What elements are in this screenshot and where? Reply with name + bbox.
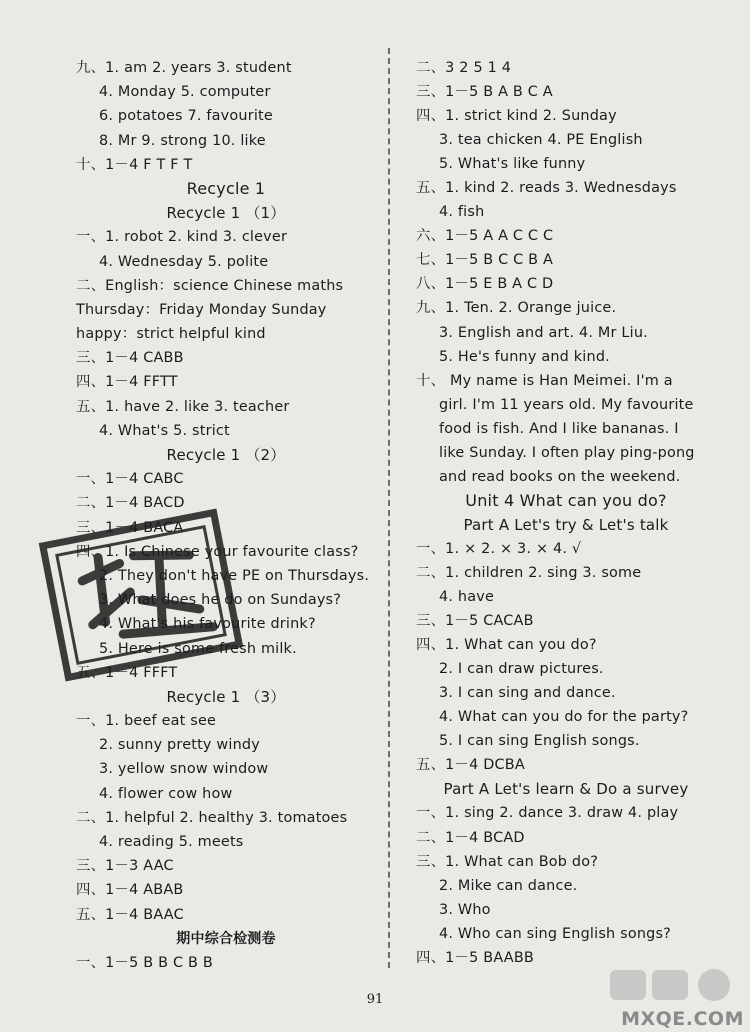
left-answer-line: 4. Wednesday 5. polite — [99, 253, 269, 270]
right-answer-line: 三、1－5 B A B C A — [416, 84, 553, 101]
right-answer-line: 十、 My name is Han Meimei. I'm a — [416, 372, 673, 389]
right-answer-line: and read books on the weekend. — [439, 468, 681, 485]
left-answer-line: Recycle 1 — [186, 178, 266, 198]
left-answer-line: 8. Mr 9. strong 10. like — [99, 132, 266, 149]
right-answer-line: 六、1－5 A A C C C — [416, 228, 554, 245]
right-answer-line: 二、1－4 BCAD — [416, 829, 525, 846]
right-answer-line: 四、1－5 BAABB — [416, 949, 534, 966]
left-answer-line: 3. What does he do on Sundays? — [99, 592, 342, 609]
right-answer-line: 3. English and art. 4. Mr Liu. — [439, 324, 648, 341]
right-answer-line: 二、3 2 5 1 4 — [416, 60, 512, 76]
left-answer-line: 4. flower cow how — [99, 785, 233, 802]
left-answer-line: 四、1－4 FFTT — [76, 374, 178, 391]
left-answer-line: 二、1－4 BACD — [76, 495, 185, 512]
right-answer-line: Part A Let's learn & Do a survey — [443, 780, 689, 799]
right-answer-line: 二、1. children 2. sing 3. some — [416, 564, 642, 581]
right-answer-line: 三、1. What can Bob do? — [416, 853, 599, 870]
left-answer-line: 一、1－4 CABC — [76, 471, 184, 488]
left-answer-line: 二、1. helpful 2. healthy 3. tomatoes — [76, 809, 348, 826]
left-answer-line: 十、1－4 F T F T — [76, 156, 193, 173]
column-divider — [388, 48, 390, 968]
left-answer-line: 期中综合检测卷 — [176, 930, 276, 947]
left-answer-line: 三、1－4 CABB — [76, 350, 184, 367]
right-answer-line: 五、1－4 DCBA — [416, 757, 525, 774]
left-answer-line: 五、1－4 FFFT — [76, 664, 178, 681]
right-answer-line: 四、1. What can you do? — [416, 637, 597, 654]
right-answer-line: 3. I can sing and dance. — [439, 685, 616, 702]
left-answer-line: 四、1. Is Chinese your favourite class? — [76, 543, 359, 560]
right-answer-line: food is fish. And I like bananas. I — [439, 420, 679, 437]
left-answer-line: 一、1. beef eat see — [76, 713, 217, 730]
left-answer-line: 2. They don't have PE on Thursdays. — [99, 567, 370, 584]
right-answer-line: 一、1. sing 2. dance 3. draw 4. play — [416, 805, 679, 822]
left-answer-line: 4. Monday 5. computer — [99, 84, 271, 101]
right-answer-line: 三、1－5 CACAB — [416, 613, 534, 630]
left-answer-line: 一、1－5 B B C B B — [76, 954, 213, 971]
left-answer-line: 2. sunny pretty windy — [99, 737, 260, 754]
right-answer-line: 四、1. strict kind 2. Sunday — [416, 108, 617, 125]
right-answer-line: 五、1. kind 2. reads 3. Wednesdays — [416, 180, 677, 197]
left-answer-line: 3. yellow snow window — [99, 761, 269, 778]
right-answer-line: 3. Who — [439, 901, 491, 918]
right-answer-column — [416, 56, 716, 970]
right-answer-line: 4. Who can sing English songs? — [439, 925, 672, 942]
left-answer-line: 4. What's 5. strict — [99, 422, 230, 439]
right-answer-line: 3. tea chicken 4. PE English — [439, 132, 643, 149]
left-answer-line: 5. Here is some fresh milk. — [99, 640, 297, 657]
left-answer-column — [76, 56, 376, 975]
left-answer-line: 三、1－4 BACA — [76, 519, 184, 536]
left-answer-line: Thursday：Friday Monday Sunday — [76, 301, 327, 318]
right-answer-line: girl. I'm 11 years old. My favourite — [439, 396, 694, 413]
right-answer-line: 4. fish — [439, 204, 485, 221]
left-answer-line: Recycle 1 （1） — [166, 204, 286, 223]
right-answer-line: 5. He's funny and kind. — [439, 348, 610, 365]
right-answer-line: 5. I can sing English songs. — [439, 733, 640, 750]
right-answer-line: Unit 4 What can you do? — [465, 490, 667, 510]
right-answer-line: 4. What can you do for the party? — [439, 709, 689, 726]
left-answer-line: 五、1. have 2. like 3. teacher — [76, 398, 290, 415]
right-answer-line: 八、1－5 E B A C D — [416, 276, 554, 293]
right-answer-line: like Sunday. I often play ping-pong — [439, 444, 695, 461]
left-answer-line: 一、1. robot 2. kind 3. clever — [76, 229, 288, 246]
left-answer-line: 6. potatoes 7. favourite — [99, 108, 273, 125]
right-answer-line: 2. I can draw pictures. — [439, 661, 604, 678]
left-answer-line: 五、1－4 BAAC — [76, 906, 184, 923]
left-answer-line: Recycle 1 （3） — [166, 687, 286, 706]
right-answer-line: 2. Mike can dance. — [439, 877, 578, 894]
page-number: 91 — [366, 992, 384, 1007]
left-answer-line: 九、1. am 2. years 3. student — [76, 60, 292, 76]
left-answer-line: 4. reading 5. meets — [99, 834, 244, 850]
right-answer-line: 九、1. Ten. 2. Orange juice. — [416, 300, 617, 317]
left-answer-line: happy：strict helpful kind — [76, 326, 266, 343]
left-answer-line: 4. What's his favourite drink? — [99, 616, 316, 633]
left-answer-line: 四、1－4 ABAB — [76, 882, 184, 899]
right-answer-line: Part A Let's try & Let's talk — [463, 515, 669, 534]
right-answer-line: 4. have — [439, 589, 495, 606]
left-answer-line: 二、English：science Chinese maths — [76, 277, 344, 294]
left-answer-line: Recycle 1 （2） — [166, 446, 286, 464]
right-answer-line: 一、1. × 2. × 3. × 4. √ — [416, 540, 582, 557]
right-answer-line: 七、1－5 B C C B A — [416, 252, 554, 269]
right-answer-line: 5. What's like funny — [439, 156, 586, 173]
watermark-url: MXQE.COM — [621, 1008, 744, 1030]
left-answer-line: 三、1－3 AAC — [76, 858, 174, 875]
